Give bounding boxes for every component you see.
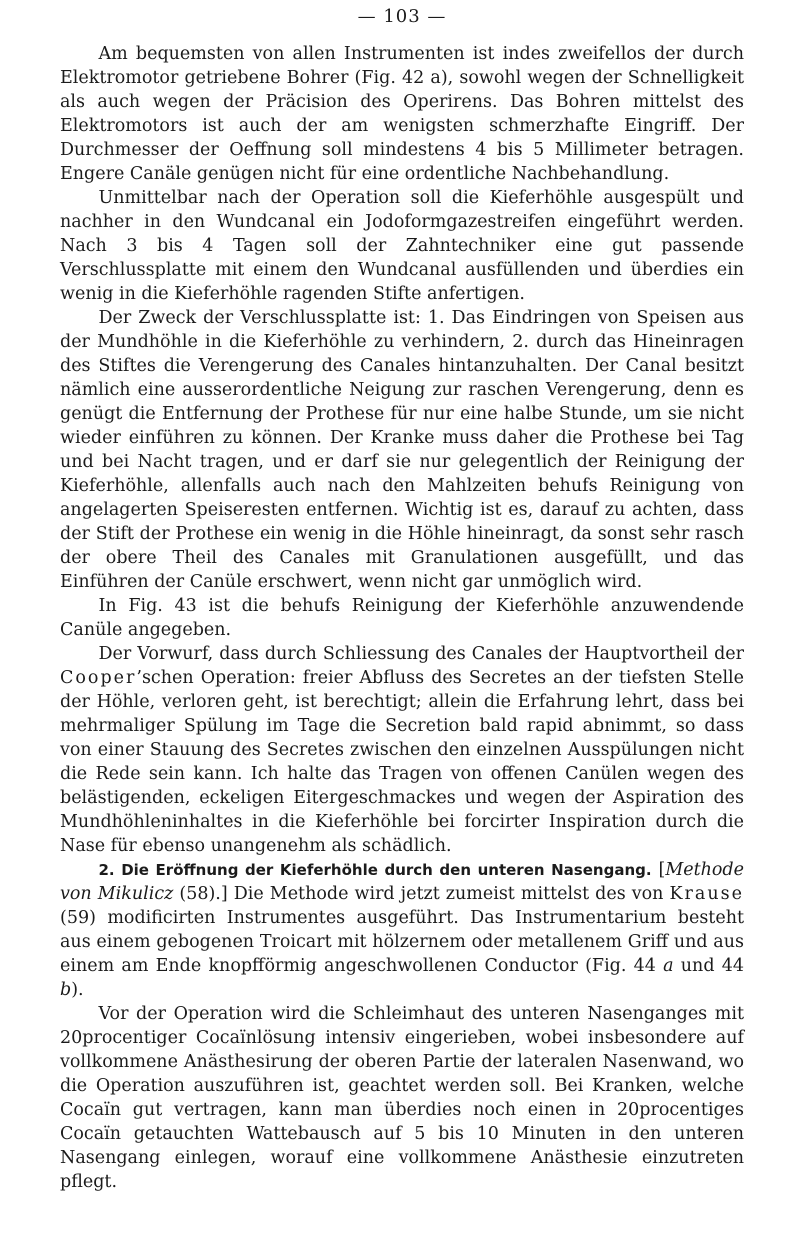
cooper-name: Cooper — [60, 668, 137, 688]
paragraph-electromotor-drill: Am bequemsten von allen Instrumenten ist indes zweifellos der durch Elektromotor getriebene Bohrer (Fig. 42 a), sowohl wegen der Schnelligkeit als auch wegen der Präcision des Operirens. Das Bohren mittelst des Elektromotors ist auch der am wenigsten schmerzhafte Eingriff. Der Durchmesser der Oeffnung soll mindestens 4 bis 5 Millimeter betragen. Engere Canäle genügen nicht für eine ordentliche Nachbehandlung. — [60, 44, 744, 184]
section-2-heading: 2. Die Eröffnung der Kieferhöhle durch den unteren Nasengang. — [98, 861, 652, 879]
bracket-open: [ — [651, 860, 666, 880]
mikulicz-reference: (58).] — [173, 884, 228, 904]
figure-44b-letter: b — [60, 980, 72, 1000]
paragraph-cocaine-anaesthesia: Vor der Operation wird die Schleimhaut des unteren Nasenganges mit 20procentiger Cocaïnlösung intensiv eingerieben, wobei insbesondere auf vollkommene Anästhesirung der oberen Partie der lateralen Nasenwand, wo die Operation auszuführen ist, geachtet werden soll. Bei Kranken, welche Cocaïn gut vertragen, kann man überdies noch einen in 20procentiges Cocaïn getauchten Wattebausch auf 5 bis 10 Minuten in den unteren Nasengang einlegen, worauf eine vollkommene Anästhesie einzutreten pflegt. — [60, 1004, 744, 1192]
cooper-text-before: Der Vorwurf, dass durch Schliessung des Canales der Hauptvortheil der — [98, 644, 744, 664]
section-2-text-4: ). — [71, 980, 84, 1000]
krause-name: Krause — [669, 884, 744, 904]
body-text — [60, 42, 744, 1194]
section-2-paragraph — [60, 858, 744, 1002]
paragraph-closure-plate: Der Zweck der Verschlussplatte ist: 1. Das Eindringen von Speisen aus der Mundhöhle in die Kieferhöhle zu verhindern, 2. durch das Hineinragen des Stiftes die Verengerung des Canales hintanzuhalten. Der Canal besitzt nämlich eine ausserordentliche Neigung zur raschen Verengerung, denn es genügt die Entfernung der Prothese für nur eine halbe Stunde, um sie nicht wieder einführen zu können. Der Kranke muss daher die Prothese bei Tag und bei Nacht tragen, und er darf sie nur gelegentlich der Reinigung der Kieferhöhle, allenfalls auch nach den Mahlzeiten behufs Reinigung von angelagerten Speiseresten entfernen. Wichtig ist es, darauf zu achten, dass der Stift der Prothese ein wenig in die Höhle hineinragt, da sonst sehr rasch der obere Theil des Canales mit Granulationen ausgefüllt, und das Einführen der Canüle erschwert, wenn nicht gar unmöglich wird. — [60, 308, 744, 592]
paragraph-cooper-operation — [60, 642, 744, 858]
paragraph-aftercare: Unmittelbar nach der Operation soll die Kieferhöhle ausgespült und nachher in den Wundcanal ein Jodoformgazestreifen eingeführt werden. Nach 3 bis 4 Tagen soll der Zahntechniker eine gut passende Verschlussplatte mit einem den Wundcanal ausfüllenden und überdies ein wenig in die Kieferhöhle ragenden Stifte anfertigen. — [60, 188, 744, 304]
paragraph-cannula-figure: In Fig. 43 ist die behufs Reinigung der Kieferhöhle anzuwendende Canüle angegeben. — [60, 596, 744, 640]
section-2-text-1: Die Methode wird jetzt zumeist mittelst des von — [227, 884, 670, 904]
cooper-text-after: ’schen Operation: freier Abfluss des Secretes an der tiefsten Stelle der Höhle, verloren geht, ist berechtigt; allein die Erfahrung lehrt, dass bei mehrmaliger Spülung im Tage die Secretion bald rapid abnimmt, so dass von einer Stauung des Secretes zwischen den einzelnen Ausspülungen nicht die Rede sein kann. Ich halte das Tragen von offenen Canülen wegen des belästigenden, eckeligen Eitergeschmackes und wegen der Aspiration des Mundhöhleninhaltes in die Kieferhöhle bei forcirter Inspiration durch die Nase für ebenso unangenehm als schädlich. — [60, 668, 744, 856]
section-2-text-3: und 44 — [673, 956, 744, 976]
section-2-text-2: (59) modificirten Instrumentes ausgeführt. Das Instrumentarium besteht aus einem gebogenen Troicart mit hölzernem oder metallenem Griff und aus einem am Ende knopfförmig angeschwollenen Conductor (Fig. 44 — [60, 908, 744, 976]
figure-44a-letter: a — [663, 956, 674, 976]
page-number: — 103 — — [357, 6, 447, 27]
method-mikulicz: Methode von Mikulicz — [60, 860, 744, 904]
